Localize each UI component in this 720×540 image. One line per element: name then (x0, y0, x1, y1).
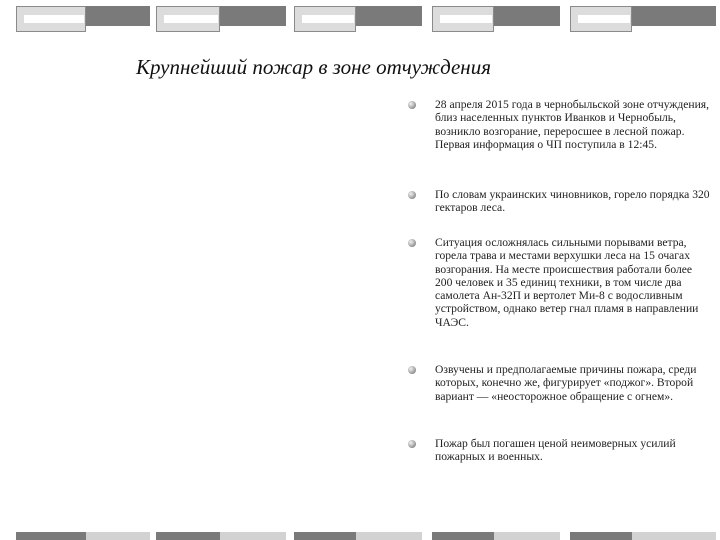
decor-block (578, 15, 630, 23)
decor-block (86, 532, 150, 540)
decor-block (356, 6, 422, 26)
decor-block (632, 532, 716, 540)
bullet-dot-icon (408, 191, 416, 199)
top-decorative-band (16, 6, 716, 32)
bullet-dot-icon (408, 366, 416, 374)
bottom-decorative-band (16, 532, 716, 540)
decor-block (570, 532, 632, 540)
decor-block (86, 6, 150, 26)
decor-block (356, 532, 422, 540)
decor-block (164, 15, 218, 23)
bullet-text: 28 апреля 2015 года в чернобыльской зоне отчуждения, близ населенных пунктов Иванков и Чернобыль, возникло возгорание, переросшее в лесной пожар. Первая информация о ЧП поступила в 12:45. (435, 98, 710, 151)
decor-block (494, 532, 560, 540)
decor-block (494, 6, 560, 26)
bullet-dot-icon (408, 440, 416, 448)
decor-block (440, 15, 492, 23)
decor-block (432, 532, 494, 540)
bullet-dot-icon (408, 101, 416, 109)
decor-block (24, 15, 84, 23)
bullet-text: Ситуация осложнялась сильными порывами ветра, горела трава и местами верхушки леса на 15 очагах возгорания. На месте происшествия работали более 200 человек и 35 единиц техники, в том числе два самолета Ан-32П и вертолет Ми-8 с водосливным устройством, однако ветер гнал пламя в направлении ЧАЭС. (435, 236, 699, 329)
bullet-text: Озвучены и предполагаемые причины пожара, среди которых, конечно же, фигурирует «поджог». Второй вариант — «неосторожное обращение с огнем». (435, 363, 697, 403)
decor-block (302, 15, 354, 23)
bullet-text: По словам украинских чиновников, горело порядка 320 гектаров леса. (435, 188, 710, 215)
decor-block (220, 532, 286, 540)
decor-block (632, 6, 716, 26)
decor-block (156, 532, 220, 540)
decor-block (16, 532, 86, 540)
bullet-dot-icon (408, 239, 416, 247)
slide-title: Крупнейший пожар в зоне отчуждения (136, 55, 491, 79)
decor-block (294, 532, 356, 540)
decor-block (220, 6, 286, 26)
bullet-text: Пожар был погашен ценой неимоверных усилий пожарных и военных. (435, 437, 676, 464)
